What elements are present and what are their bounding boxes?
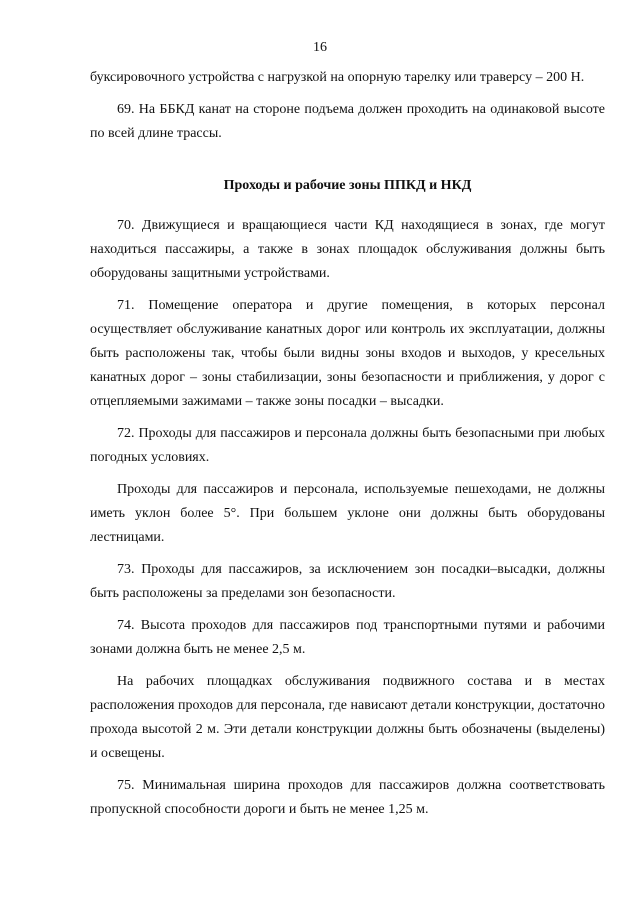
paragraph-74-work-platforms: На рабочих площадках обслуживания подвижного состава и в местах расположения проходов для персонала, где нависают детали конструкции, достаточно прохода высотой 2 м. Эти детали конструкции должны быть обозначены (выделены) и освещены. — [90, 674, 605, 761]
paragraph-75: 75. Минимальная ширина проходов для пассажиров должна соответствовать пропускной способности дороги и быть не менее 1,25 м. — [90, 778, 605, 817]
paragraph-73: 73. Проходы для пассажиров, за исключением зон посадки–высадки, должны быть расположены за пределами зон безопасности. — [90, 562, 605, 601]
paragraph-72-slope: Проходы для пассажиров и персонала, используемые пешеходами, не должны иметь уклон более 5°. При большем уклоне они должны быть оборудованы лестницами. — [90, 482, 605, 545]
paragraph-69: 69. На ББКД канат на стороне подъема должен проходить на одинаковой высоте по всей длине трассы. — [90, 102, 605, 141]
paragraph-70: 70. Движущиеся и вращающиеся части КД находящиеся в зонах, где могут находиться пассажиры, а также в зонах площадок обслуживания должны быть оборудованы защитными устройствами. — [90, 218, 605, 281]
page-number: 16 — [313, 40, 327, 55]
paragraph-continuation: буксировочного устройства с нагрузкой на опорную тарелку или траверсу – 200 Н. — [90, 70, 585, 85]
section-heading: Проходы и рабочие зоны ППКД и НКД — [223, 178, 472, 193]
paragraph-74: 74. Высота проходов для пассажиров под транспортными путями и рабочими зонами должна быть не менее 2,5 м. — [90, 618, 605, 657]
paragraph-72: 72. Проходы для пассажиров и персонала должны быть безопасными при любых погодных условиях. — [90, 426, 605, 465]
document-body — [90, 66, 605, 830]
paragraph-71: 71. Помещение оператора и другие помещения, в которых персонал осуществляет обслуживание канатных дорог или контроль их эксплуатации, должны быть расположены так, чтобы были видны зоны входов и выходов, у кресельных канатных дорог – зоны стабилизации, зоны безопасности и приближения, у дорог с отцепляемыми зажимами – также зоны посадки – высадки. — [90, 298, 605, 409]
